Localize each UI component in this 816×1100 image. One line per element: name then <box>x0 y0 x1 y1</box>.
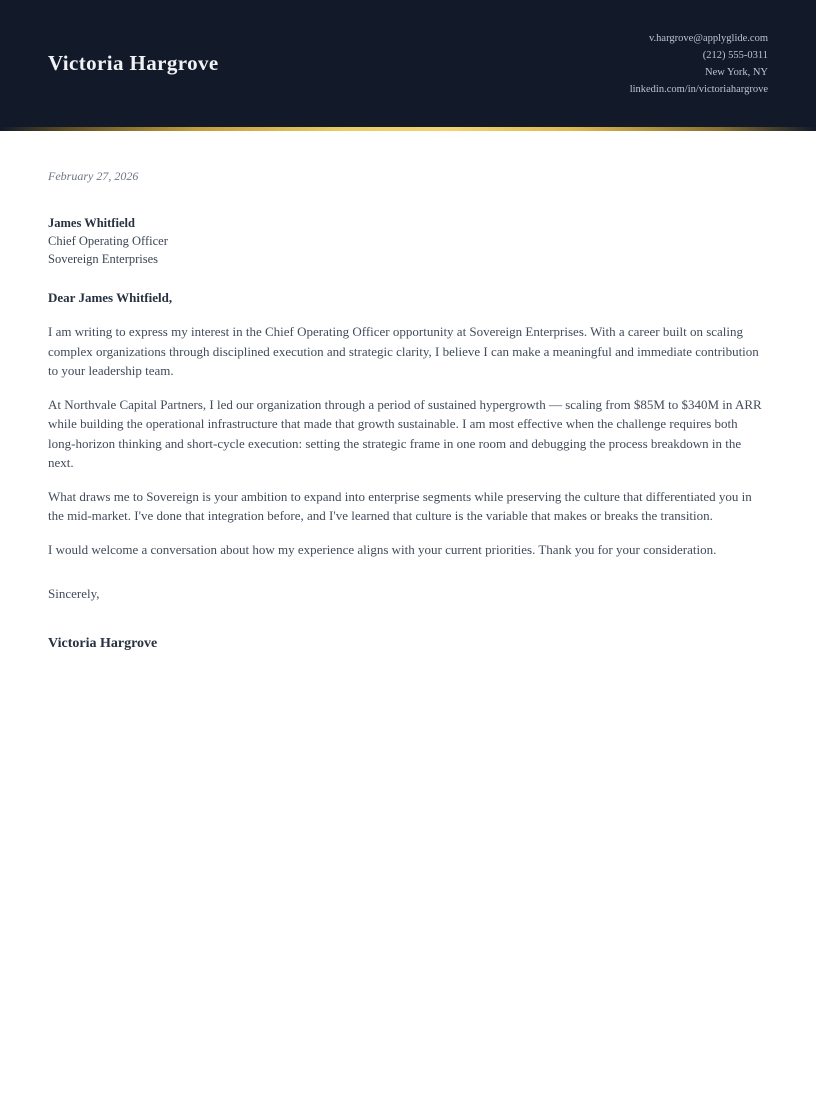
paragraph-motivation: What draws me to Sovereign is your ambition to expand into enterprise segments while preserving the culture that differentiated you in the mid-market. I've done that integration before, and I've learned that culture is the variable that makes or breaks the transition. <box>48 488 752 523</box>
recipient-name: James Whitfield <box>48 215 135 230</box>
applicant-name: Victoria Hargrove <box>48 51 219 75</box>
signature-name: Victoria Hargrove <box>48 635 158 651</box>
contact-linkedin: linkedin.com/in/victoriahargrove <box>629 83 768 95</box>
letter-date: February 27, 2026 <box>48 169 139 183</box>
contact-email: v.hargrove@applyglide.com <box>648 32 768 44</box>
paragraph-intro: I am writing to express my interest in the Chief Operating Officer opportunity at Sovereign Enterprises. With a career built on scaling complex organizations through disciplined execution and strategic clarity, I believe I can make a meaningful and immediate contribution to your leadership team. <box>48 324 759 378</box>
paragraph-experience: At Northvale Capital Partners, I led our organization through a period of sustained hypergrowth — scaling from $85M to $340M in ARR while building the operational infrastructure that made that growth sustainable. I am most effective when the challenge requires both long-horizon thinking and short-cycle execution: setting the strategic frame in one room and debugging the process breakdown in the next. <box>48 396 762 470</box>
contact-block <box>630 30 768 98</box>
salutation: Dear James Whitfield, <box>48 289 173 305</box>
recipient-title: Chief Operating Officer <box>48 233 168 248</box>
letter-body <box>0 131 816 653</box>
recipient-company: Sovereign Enterprises <box>48 251 159 266</box>
paragraph-call-to-action: I would welcome a conversation about how my experience aligns with your current priorities. Thank you for your consideration. <box>48 541 717 557</box>
closing: Sincerely, <box>48 586 100 601</box>
recipient-block <box>48 214 768 268</box>
contact-location: New York, NY <box>704 66 768 78</box>
contact-phone: (212) 555-0311 <box>702 49 768 61</box>
letter-header <box>0 0 816 127</box>
